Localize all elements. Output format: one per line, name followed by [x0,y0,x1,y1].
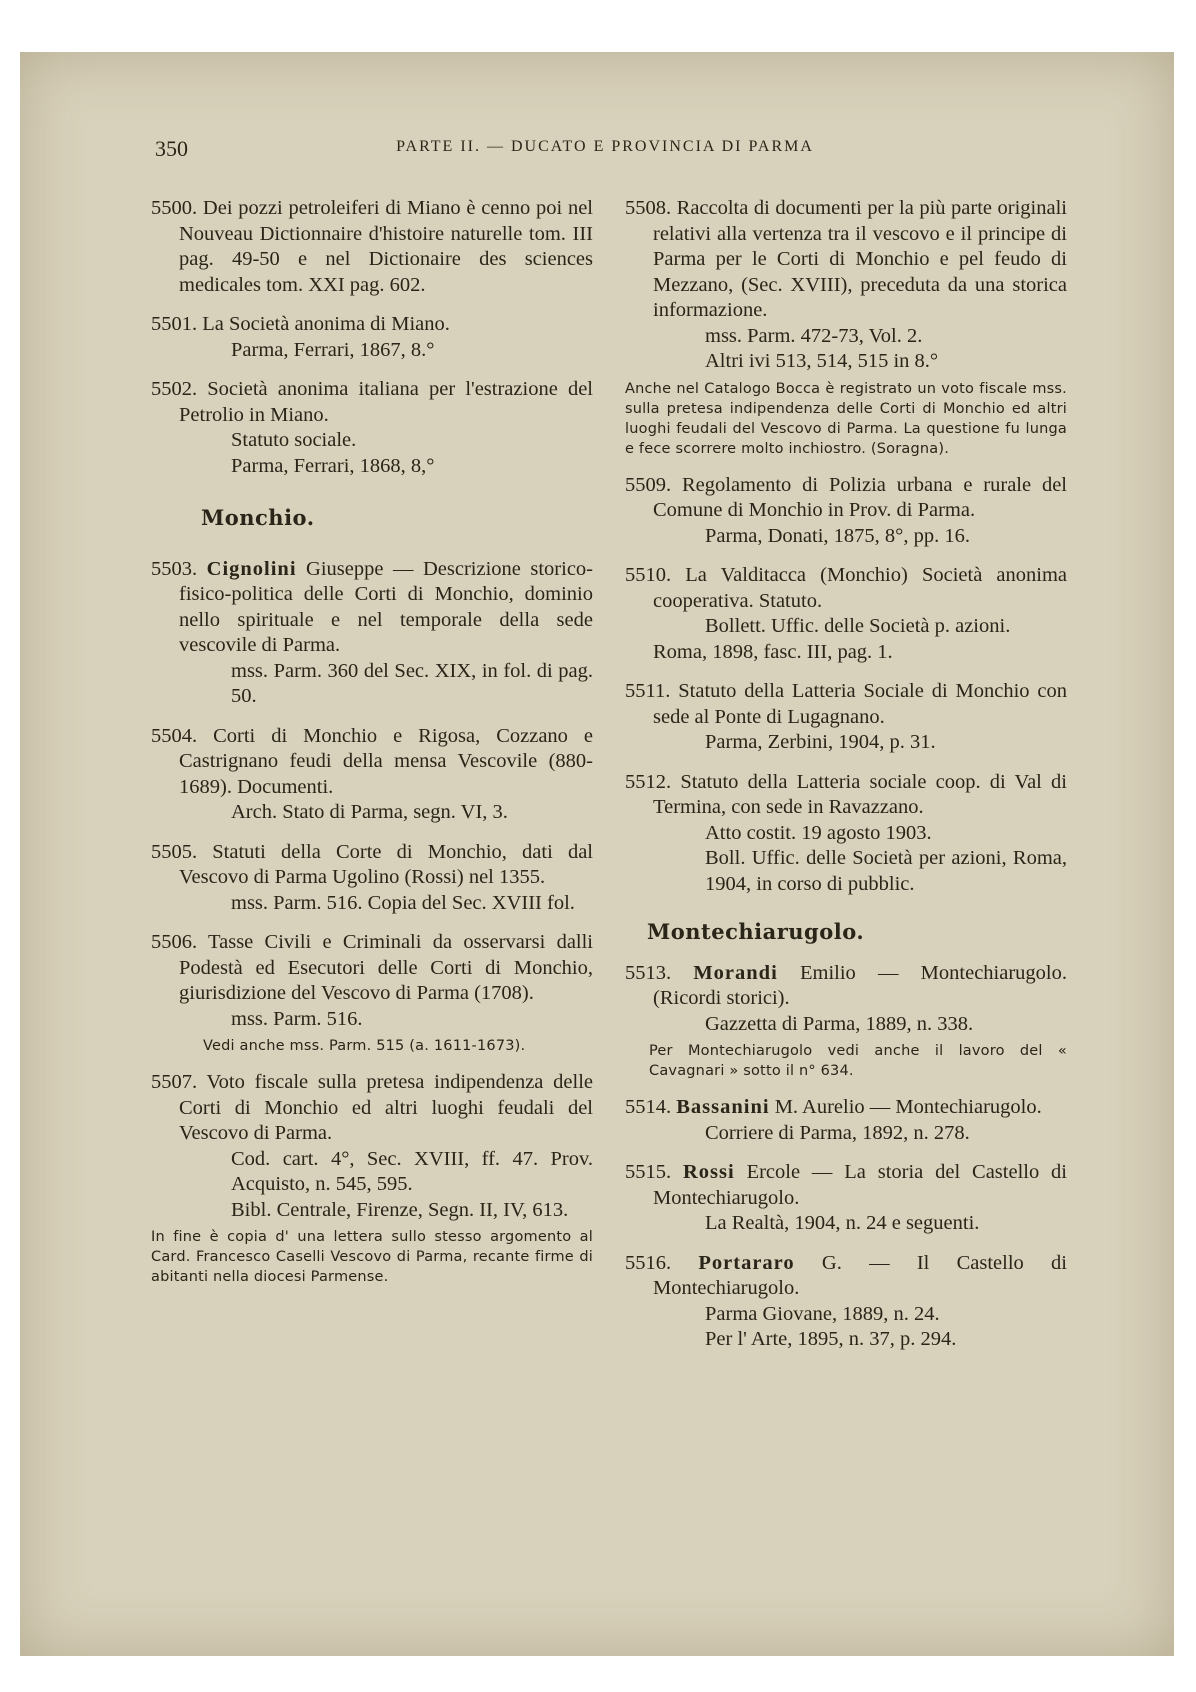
entry-publication: mss. Parm. 472-73, Vol. 2. [705,324,923,347]
entry-number: 5507. [151,1071,198,1093]
entry-text: Statuto della Latteria sociale coop. di Val di Termina, con sede in Ravazzano. [653,770,1067,818]
entry-text: Raccolta di documenti per la più parte originali relativi alla vertenza tra il vescovo e il principe di Parma per le Corti di Monchio e pel feudo di Mezzano, (Sec. XVIII), preceduta da una storica informazione. [653,197,1067,321]
entry-number: 5503. [151,557,198,580]
entry-publication: Roma, 1898, fasc. III, pag. 1. [653,640,893,663]
page-number: 350 [155,136,188,161]
entry-text: Dei pozzi petroleiferi di Miano è cenno poi nel Nouveau Dictionnaire d'histoire naturelle tom. III pag. 49-50 e nel Dictionaire des sciences medicales tom. XXI pag. 602. [179,197,594,296]
entry-text: Tasse Civili e Criminali da osservarsi dalli Podestà ed Esecutori delle Corti di Monchio, giurisdizione del Vescovo di Parma (1708). [179,931,594,1004]
entry-5513 [625,961,1067,1082]
entry-5511 [625,679,1067,756]
entry-5506 [151,930,593,1056]
entry-publication: Arch. Stato di Parma, segn. VI, 3. [231,801,508,823]
entry-5514 [625,1095,1067,1146]
entry-text: Giuseppe — Descrizione storico-fisico-politica delle Corti di Monchio, dominio nello spirituale e nel temporale della sede vescovile di Parma. [179,557,594,656]
entry-5512 [625,770,1067,898]
entry-publication: Parma, Donati, 1875, 8°, pp. 16. [705,524,970,547]
page-header [155,136,1055,166]
entry-author: Bassanini [676,1096,770,1118]
entry-publication: Bibl. Centrale, Firenze, Segn. II, IV, 613. [231,1198,569,1221]
entry-text: Regolamento di Polizia urbana e rurale del Comune di Monchio in Prov. di Parma. [653,473,1068,521]
entry-number: 5509. [625,473,672,496]
entry-number: 5506. [151,931,198,953]
section-heading-montechiarugolo: Montechiarugolo. [647,919,865,944]
entry-text: Statuti della Corte di Monchio, dati dal Vescovo di Parma Ugolino (Rossi) nel 1355. [179,840,593,888]
entry-note: Anche nel Catalogo Bocca è registrato un voto fiscale mss. sulla pretesa indipendenza delle Corti di Monchio ed altri luoghi feudali del Vescovo di Parma. La questione fu lunga e fece scorrere molto inchiostro. (Soragna). [625,380,1067,457]
entry-publication: Bollett. Uffic. delle Società p. azioni. [705,615,1011,637]
entry-text: Emilio — Montechiarugolo. (Ricordi storici). [653,961,1067,1009]
entry-publication: Corriere di Parma, 1892, n. 278. [705,1121,970,1144]
entry-number: 5515. [625,1161,672,1183]
entry-author: Morandi [693,961,778,984]
running-title: PARTE II. — DUCATO E PROVINCIA DI PARMA [396,138,814,155]
entry-5508 [625,196,1067,459]
entry-5516 [625,1251,1067,1353]
entry-number: 5502. [151,378,198,400]
entry-note: In fine è copia d' una lettera sullo stesso argomento al Card. Francesco Caselli Vescovo di Parma, recante firme di abitanti nella diocesi Parmense. [151,1229,593,1285]
entry-publication: Parma, Ferrari, 1868, 8,° [231,454,435,477]
entry-number: 5510. [625,564,672,586]
entry-note: Vedi anche mss. Parm. 515 (a. 1611-1673). [203,1038,526,1054]
entry-number: 5516. [625,1251,672,1274]
entry-number: 5513. [625,961,672,984]
entry-text: La Valditacca (Monchio) Società anonima cooperativa. Statuto. [653,564,1068,612]
entry-publication: La Realtà, 1904, n. 24 e seguenti. [705,1212,980,1234]
entry-text: Statuto della Latteria Sociale di Monchio con sede al Ponte di Lugagnano. [653,680,1067,728]
entry-publication: Gazzetta di Parma, 1889, n. 338. [705,1012,974,1035]
right-column [625,196,1067,1367]
entry-publication: Boll. Uffic. delle Società per azioni, Roma, 1904, in corso di pubblic. [705,847,1067,895]
entry-text: Voto fiscale sulla pretesa indipendenza delle Corti di Monchio ed altri luoghi feudali del Vescovo di Parma. [179,1071,593,1144]
entry-number: 5504. [151,724,198,747]
entry-publication: mss. Parm. 516. [231,1007,363,1030]
entry-publication: mss. Parm. 516. Copia del Sec. XVIII fol. [231,891,575,914]
entry-5507 [151,1070,593,1287]
entry-text: M. Aurelio — Montechiarugolo. [774,1096,1042,1118]
entry-text: Ercole — La storia del Castello di Montechiarugolo. [653,1161,1068,1209]
entry-publication: Parma, Ferrari, 1867, 8.° [231,338,435,361]
entry-number: 5514. [625,1096,672,1118]
entry-publication: Parma Giovane, 1889, n. 24. [705,1302,940,1325]
entry-author: Rossi [682,1161,735,1183]
entry-number: 5511. [625,680,671,702]
entry-5503 [151,557,593,710]
entry-publication: mss. Parm. 360 del Sec. XIX, in fol. di pag. 50. [231,659,593,707]
section-heading-monchio: Monchio. [201,505,315,530]
entry-5501 [151,312,593,363]
left-column [151,196,593,1301]
entry-number: 5501. [151,313,198,335]
entry-number: 5508. [625,197,672,219]
entry-5500 [151,196,593,298]
entry-text: La Società anonima di Miano. [202,313,450,335]
entry-5510 [625,563,1067,665]
entry-text: Società anonima italiana per l'estrazione del Petrolio in Miano. [179,378,593,426]
entry-publication: Statuto sociale. [231,429,357,451]
entry-note: Per Montechiarugolo vedi anche il lavoro del « Cavagnari » sotto il n° 634. [649,1043,1067,1079]
entry-publication: Per l' Arte, 1895, n. 37, p. 294. [705,1328,957,1350]
entry-5504 [151,724,593,826]
entry-text: Corti di Monchio e Rigosa, Cozzano e Castrignano feudi della mensa Vescovile (880-1689). Documenti. [179,724,593,798]
entry-5505 [151,840,593,917]
entry-author: Portararo [698,1251,795,1274]
entry-author: Cignolini [206,557,297,580]
entry-number: 5512. [625,770,672,793]
entry-number: 5505. [151,840,198,863]
entry-5509 [625,473,1067,550]
entry-text: G. — Il Castello di Montechiarugolo. [653,1251,1067,1299]
entry-number: 5500. [151,197,198,219]
entry-publication: Altri ivi 513, 514, 515 in 8.° [705,350,939,372]
entry-publication: Parma, Zerbini, 1904, p. 31. [705,731,936,753]
entry-5502 [151,377,593,479]
entry-5515 [625,1160,1067,1237]
entry-publication: Atto costit. 19 agosto 1903. [705,821,932,844]
entry-publication: Cod. cart. 4°, Sec. XVIII, ff. 47. Prov. Acquisto, n. 545, 595. [231,1147,593,1195]
